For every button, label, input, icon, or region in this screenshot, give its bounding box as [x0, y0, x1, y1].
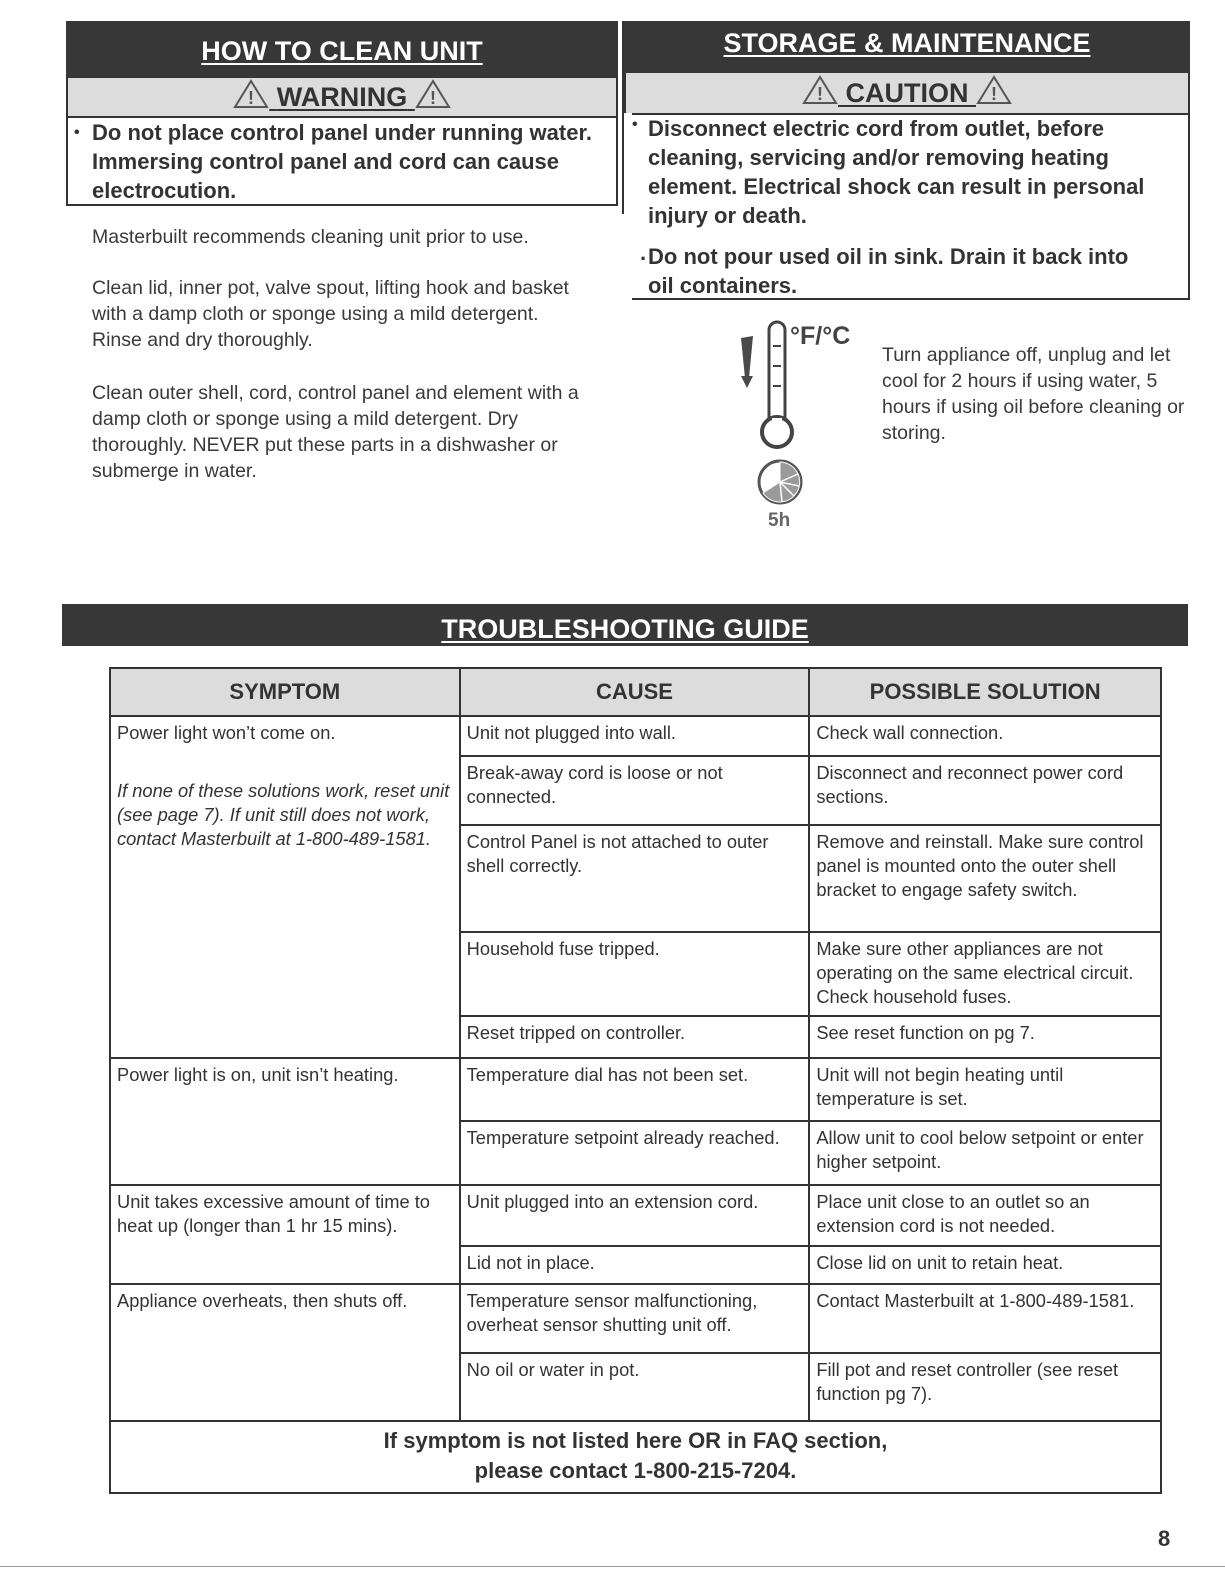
table-header-row [110, 668, 1161, 716]
cause-cell: Reset tripped on controller. [460, 1016, 810, 1058]
clean-paragraph: Masterbuilt recommends cleaning unit prior to use. [92, 226, 529, 248]
symptom-text: Power light won’t come on. [117, 722, 336, 743]
storage-section-header [624, 21, 1190, 73]
cause-cell: Temperature sensor malfunctioning, overheat sensor shutting unit off. [460, 1284, 810, 1353]
cool-down-text: Turn appliance off, unplug and let cool for 2 hours if using water, 5 hours if using oil before cleaning or storing. [882, 344, 1185, 444]
troubleshooting-header [62, 604, 1188, 646]
solution-cell: Contact Masterbuilt at 1-800-489-1581. [809, 1284, 1161, 1353]
solution-cell: See reset function on pg 7. [809, 1016, 1161, 1058]
cause-cell: Temperature dial has not been set. [460, 1058, 810, 1121]
bullet: · [640, 246, 648, 271]
symptom-cell: Unit takes excessive amount of time to heat up (longer than 1 hr 15 mins). [110, 1185, 460, 1284]
warning-triangle-icon [415, 79, 451, 109]
clock-icon [756, 458, 804, 506]
footer-line: If symptom is not listed here OR in FAQ section, [383, 1428, 888, 1453]
caution-banner [624, 73, 1190, 113]
bottom-rule [0, 1566, 1225, 1567]
solution-cell: Place unit close to an outlet so an extension cord is not needed. [809, 1185, 1161, 1246]
solution-cell: Make sure other appliances are not operating on the same electrical circuit. Check household fuses. [809, 932, 1161, 1016]
table-row [110, 1284, 1161, 1353]
warning-triangle-icon [233, 79, 269, 109]
solution-cell: Close lid on unit to retain heat. [809, 1246, 1161, 1284]
column-header-solution: POSSIBLE SOLUTION [809, 668, 1161, 716]
clean-section-header [66, 21, 618, 77]
temperature-unit-label: °F/°C [790, 322, 851, 350]
warning-triangle-icon [976, 75, 1012, 105]
caution-text: Disconnect electric cord from outlet, before cleaning, servicing and/or removing heating element. Electrical shock can result in personal injury or death. [648, 116, 1145, 228]
cause-cell: No oil or water in pot. [460, 1353, 810, 1421]
svg-text:!: ! [429, 88, 436, 108]
cause-cell: Unit not plugged into wall. [460, 716, 810, 756]
page-number: 8 [1158, 1526, 1171, 1551]
table-footer-row [110, 1421, 1161, 1493]
contact-footer [110, 1421, 1161, 1493]
solution-cell: Disconnect and reconnect power cord sections. [809, 756, 1161, 825]
solution-cell: Allow unit to cool below setpoint or enter higher setpoint. [809, 1121, 1161, 1185]
table-row [110, 716, 1161, 756]
warning-label: WARNING [276, 82, 408, 112]
warning-triangle-icon [802, 75, 838, 105]
solution-cell: Unit will not begin heating until temperature is set. [809, 1058, 1161, 1121]
cause-cell: Lid not in place. [460, 1246, 810, 1284]
symptom-cell: Power light is on, unit isn’t heating. [110, 1058, 460, 1185]
cause-cell: Break-away cord is loose or not connected. [460, 756, 810, 825]
solution-cell: Remove and reinstall. Make sure control panel is mounted onto the outer shell bracket to engage safety switch. [809, 825, 1161, 932]
table-row [110, 1058, 1161, 1121]
symptom-cell [110, 716, 460, 1058]
footer-line: please contact 1-800-215-7204. [474, 1458, 797, 1483]
svg-text:!: ! [248, 88, 255, 108]
column-header-cause: CAUSE [460, 668, 810, 716]
troubleshooting-title: TROUBLESHOOTING GUIDE [441, 614, 809, 644]
reset-note: If none of these solutions work, reset unit (see page 7). If unit still does not work, contact Masterbuilt at 1-800-489-1581. [117, 780, 450, 849]
cause-cell: Control Panel is not attached to outer shell correctly. [460, 825, 810, 932]
warning-box [66, 116, 618, 206]
clean-paragraph: Clean lid, inner pot, valve spout, lifting hook and basket with a damp cloth or sponge using a mild detergent. Rinse and dry thoroughly. [92, 277, 569, 351]
clean-section-title: HOW TO CLEAN UNIT [201, 36, 483, 66]
table-row [110, 1185, 1161, 1246]
symptom-cell: Appliance overheats, then shuts off. [110, 1284, 460, 1421]
bullet: • [74, 124, 80, 141]
svg-text:!: ! [816, 84, 823, 104]
time-label: 5h [768, 510, 791, 531]
troubleshooting-table [109, 667, 1162, 1494]
cause-cell: Household fuse tripped. [460, 932, 810, 1016]
solution-cell: Check wall connection. [809, 716, 1161, 756]
warning-text: Do not place control panel under running water. Immersing control panel and cord can cause electrocution. [92, 120, 592, 203]
cause-cell: Temperature setpoint already reached. [460, 1121, 810, 1185]
storage-section-title: STORAGE & MAINTENANCE [723, 28, 1091, 58]
cause-cell: Unit plugged into an extension cord. [460, 1185, 810, 1246]
warning-banner [66, 77, 618, 116]
svg-text:!: ! [991, 84, 998, 104]
oil-text: Do not pour used oil in sink. Drain it back into oil containers. [648, 244, 1129, 298]
bullet: • [632, 116, 638, 133]
caution-label: CAUTION [845, 78, 969, 108]
clean-paragraph: Clean outer shell, cord, control panel and element with a damp cloth or sponge using a mild detergent. Dry thoroughly. NEVER put these parts in a dishwasher or submerge in water. [92, 382, 579, 482]
column-header-symptom: SYMPTOM [110, 668, 460, 716]
solution-cell: Fill pot and reset controller (see reset function pg 7). [809, 1353, 1161, 1421]
